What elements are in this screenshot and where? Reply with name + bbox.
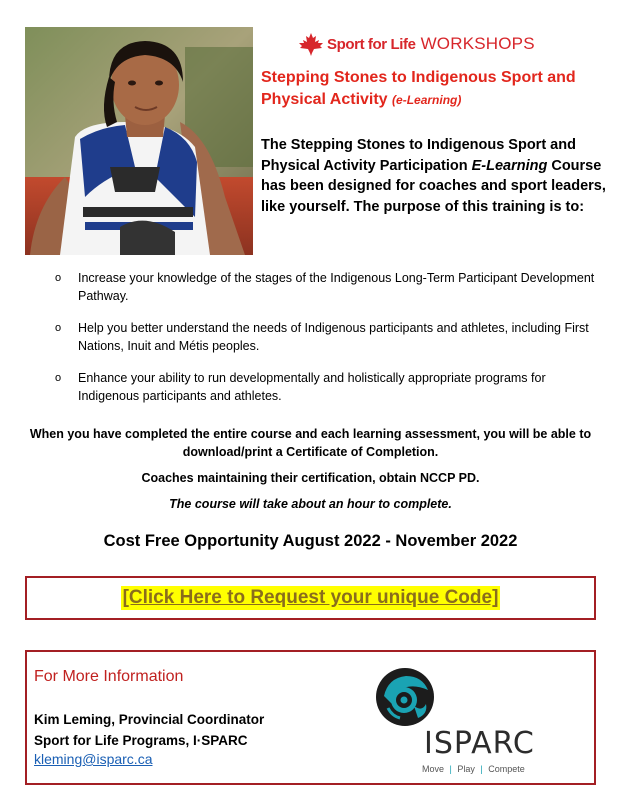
request-code-link[interactable]: [Click Here to Request your unique Code]: [122, 587, 499, 608]
brand-name: Sport for Life: [327, 35, 416, 53]
isparc-logo: [372, 662, 552, 774]
isparc-emblem-icon: [374, 666, 436, 728]
maple-leaf-icon: [298, 32, 324, 56]
intro-post: Course has been designed for coaches and sport leaders, like yourself. The purpose of this training is to:: [261, 157, 606, 215]
purpose-list: [55, 269, 600, 419]
completion-text: When you have completed the entire course and each learning assessment, you will be able to download/print a Certificate of Completion.: [29, 427, 592, 459]
bullet-text: Enhance your ability to run developmentally and holistically appropriate programs for Indigenous participants and athletes.: [78, 371, 546, 403]
list-item: [55, 319, 600, 355]
bullet-marker: o: [55, 322, 62, 334]
contact-name: Kim Leming, Provincial Coordinator: [34, 712, 265, 727]
request-code-box: [25, 576, 596, 620]
bullet-marker: o: [55, 272, 62, 284]
tag-play: Play: [457, 764, 475, 774]
bullet-marker: o: [55, 372, 62, 384]
contact-details: [34, 709, 264, 751]
bullet-text: Increase your knowledge of the stages of the Indigenous Long-Term Participant Development Pathway.: [78, 271, 595, 303]
bullet-text: Help you better understand the needs of Indigenous participants and athletes, including First Nations, Inuit and Métis peoples.: [78, 321, 589, 353]
intro-pre: The Stepping Stones to Indigenous Sport and Physical Activity Participation: [261, 137, 576, 174]
nccp-text: Coaches maintaining their certification, obtain NCCP PD.: [141, 471, 480, 485]
info-title: For More Information: [34, 668, 184, 685]
cost-heading: Cost Free Opportunity August 2022 - November 2022: [103, 532, 518, 550]
tag-separator: |: [449, 764, 452, 774]
course-title: [261, 67, 606, 111]
tag-separator: |: [480, 764, 483, 774]
brand-suffix: WORKSHOPS: [420, 34, 535, 53]
more-info-box: [25, 650, 596, 785]
tag-compete: Compete: [488, 764, 525, 774]
course-intro: [261, 135, 606, 217]
email-link[interactable]: kleming@isparc.ca: [34, 751, 153, 767]
isparc-tagline: [422, 764, 525, 774]
list-item: [55, 369, 600, 405]
list-item: [55, 269, 600, 305]
tag-move: Move: [422, 764, 445, 774]
contact-org: Sport for Life Programs, I·SPARC: [34, 733, 248, 748]
intro-em: E-Learning: [471, 157, 548, 174]
course-title-main: Stepping Stones to Indigenous Sport and Physical Activity: [261, 69, 576, 108]
sport-for-life-brand: [298, 32, 535, 56]
athlete-photo: [25, 27, 253, 255]
isparc-wordmark: ISPARC: [424, 726, 535, 761]
course-title-sub: (e-Learning): [392, 93, 462, 107]
duration-text: The course will take about an hour to complete.: [169, 497, 452, 511]
